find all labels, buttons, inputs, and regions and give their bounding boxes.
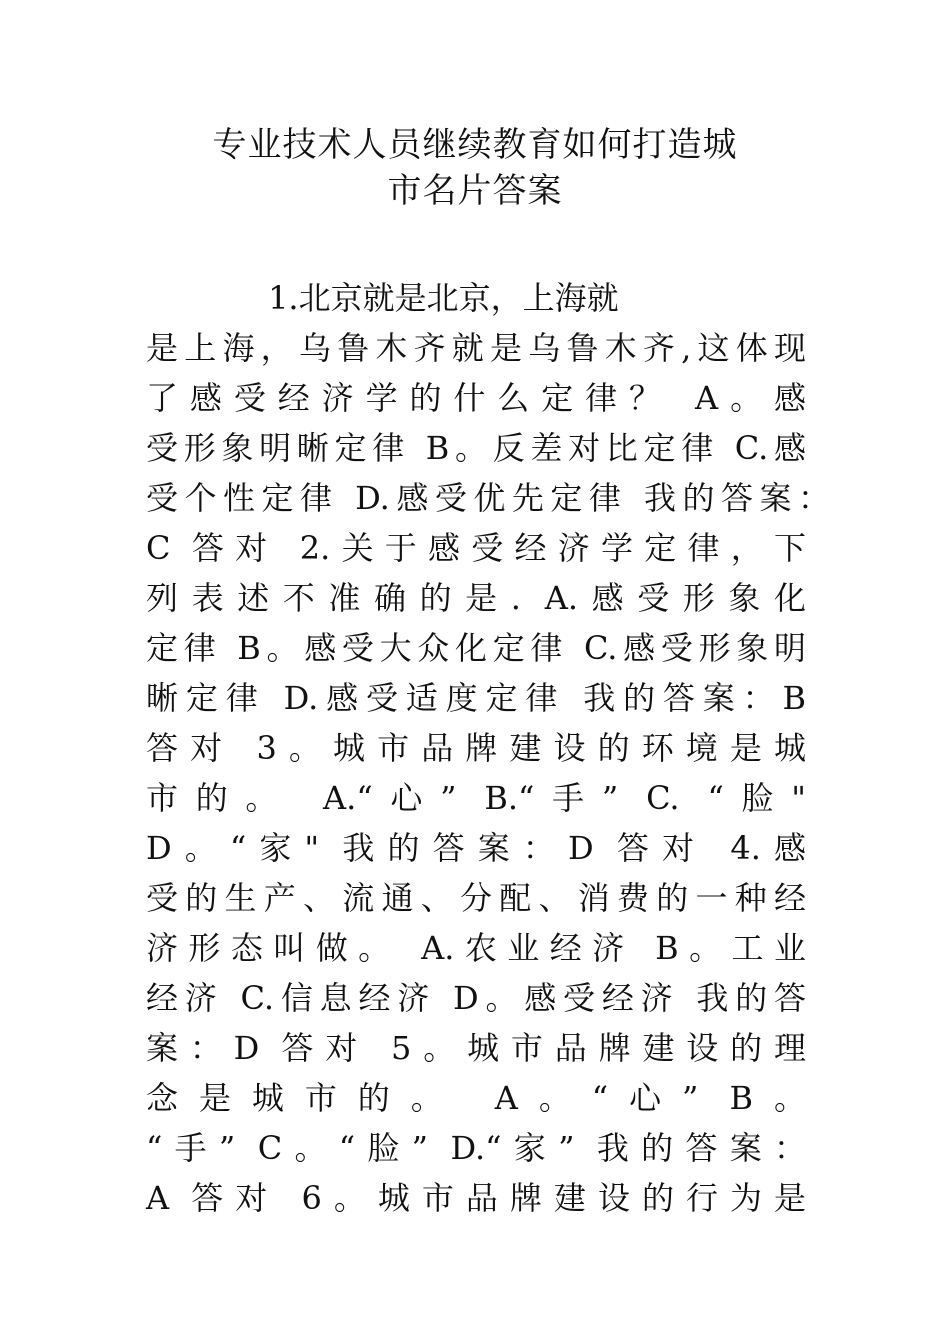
title-line-1: 专业技术人员继续教育如何打造城 xyxy=(212,125,738,165)
body-line: C 答对 2.关于感受经济学定律，下 xyxy=(146,529,806,567)
body-line: 受形象明晰定律 B。反差对比定律 C.感 xyxy=(146,429,806,467)
title-line-2: 市名片答案 xyxy=(387,171,563,211)
body-line: 列表述不准确的是. A.感受形象化 xyxy=(146,579,806,617)
document-title xyxy=(150,122,800,214)
body-line: 案：D 答对 5。城市品牌建设的理 xyxy=(146,1029,806,1067)
body-line: 市的。 A.“心” B.“手” C. “脸" xyxy=(146,779,806,817)
body-line: 答对 3。城市品牌建设的环境是城 xyxy=(146,729,806,767)
body-line: 受个性定律 D.感受优先定律 我的答案： xyxy=(146,479,830,517)
body-line: 是上海，乌鲁木齐就是乌鲁木齐,这体现 xyxy=(146,329,806,367)
document-body xyxy=(146,273,830,1223)
body-line: A 答对 6。城市品牌建设的行为是 xyxy=(146,1179,806,1217)
body-line: 受的生产、流通、分配、消费的一种经 xyxy=(146,879,806,917)
body-line: 经济 C.信息经济 D。感受经济 我的答 xyxy=(146,979,806,1017)
body-line: 1.北京就是北京，上海就 xyxy=(146,279,619,317)
body-line: D。“家" 我的答案：D 答对 4.感 xyxy=(146,829,806,867)
body-line: 定律 B。感受大众化定律 C.感受形象明 xyxy=(146,629,806,667)
body-line: “手” C。“脸” D.“家” 我的答案： xyxy=(146,1129,806,1167)
body-line: 念是城市的。 A。“心” B。 xyxy=(146,1079,806,1117)
body-line: 济形态叫做。 A.农业经济 B。工业 xyxy=(146,929,806,967)
body-line: 了感受经济学的什么定律？ A。感 xyxy=(146,379,806,417)
body-line: 晰定律 D.感受适度定律 我的答案：B xyxy=(146,679,806,717)
